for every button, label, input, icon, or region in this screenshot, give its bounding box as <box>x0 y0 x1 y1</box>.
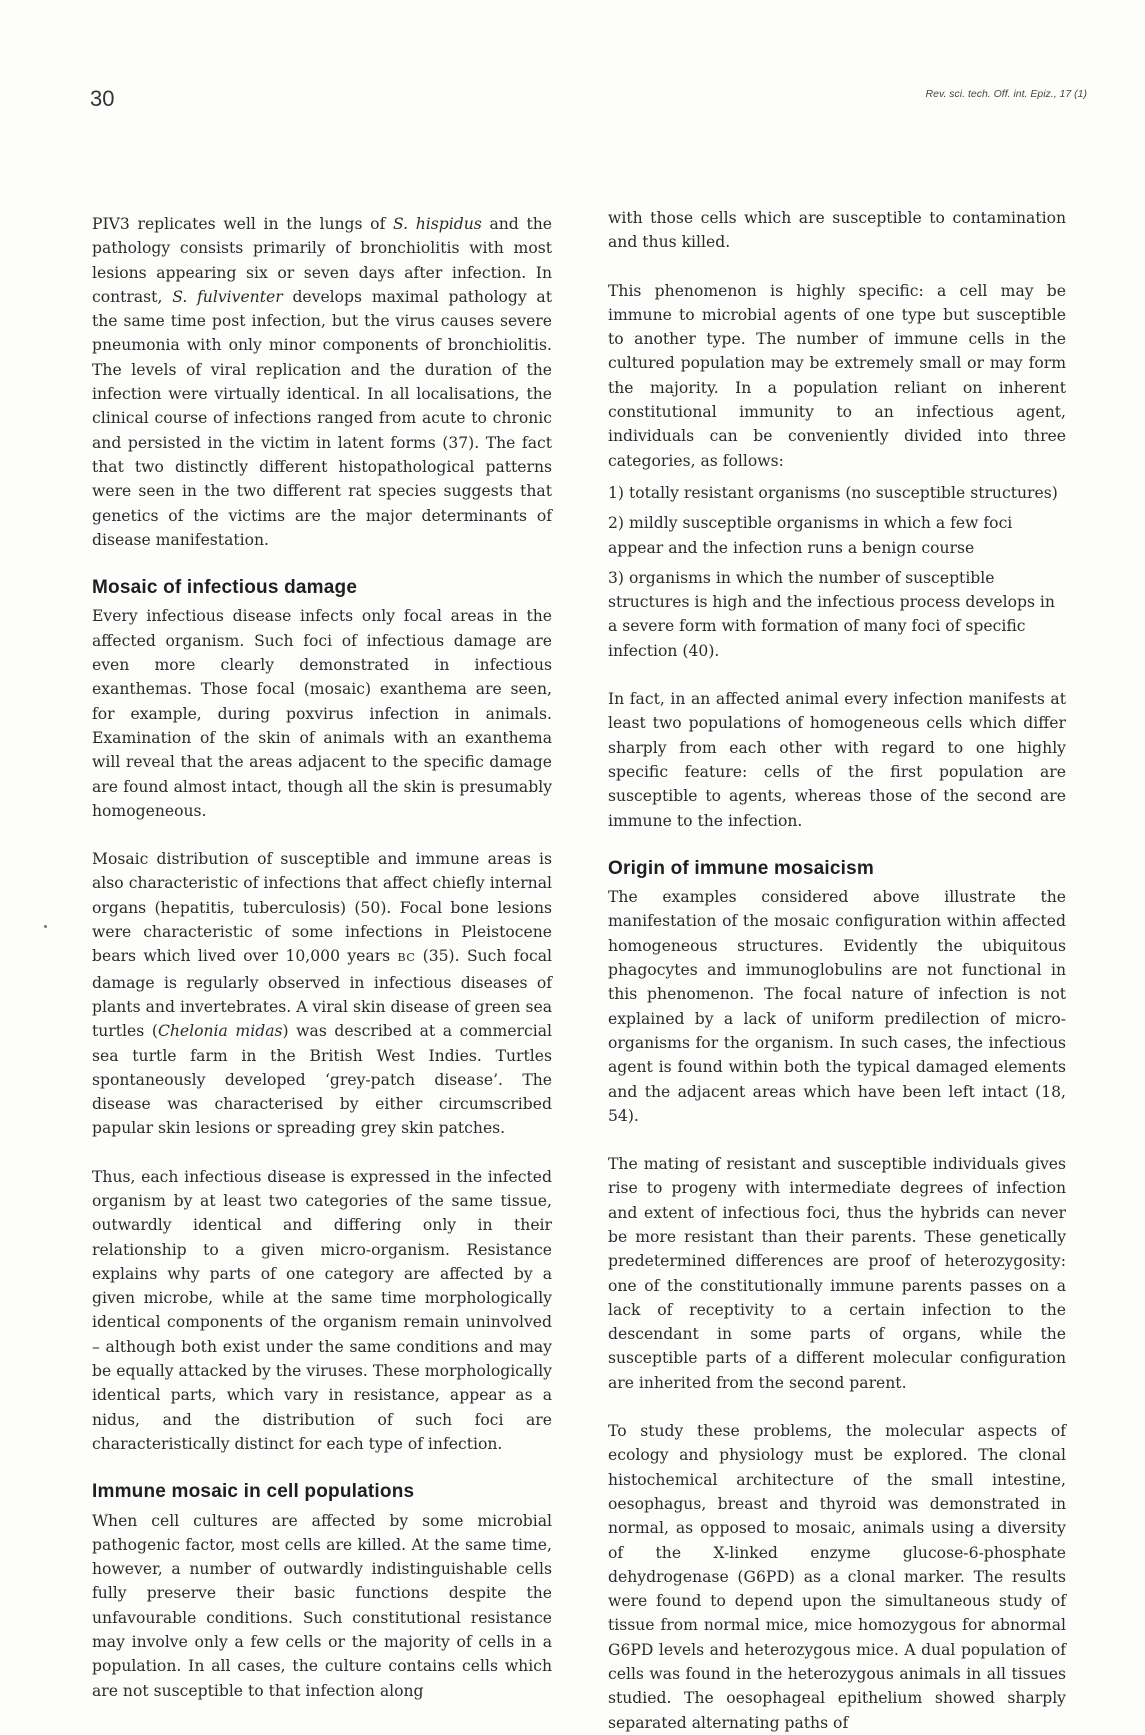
list-item: 2) mildly susceptible organisms in which a few foci appear and the infection runs a benign course <box>608 514 1013 557</box>
species-name: Chelonia midas <box>157 1022 283 1041</box>
era-abbrev: BC <box>397 951 416 965</box>
right-column <box>608 206 1066 1735</box>
text-span: PIV3 replicates well in the lungs of <box>92 215 394 233</box>
paragraph: Thus, each infectious disease is expressed in the infected organism by at least two categories of the same tissue, outwardly identical and differing only in their relationship to a given micro-organism. Resistance explains why parts of one category are affected by a given microbe, while at the same time morphologically identical components of the organism remain uninvolved – although both exist under the same conditions and may be equally attacked by the viruses. These morphologically identical parts, which vary in resistance, appear as a nidus, and the distribution of such foci are characteristically distinct for each type of infection. <box>92 1167 552 1453</box>
text-span: ) was described at a commercial sea turtle farm in the British West Indies. Turtles spontaneously developed ‘grey-patch disease’. The disease was characterised by either circumscribed papular skin lesions or spreading grey skin patches. <box>92 1022 553 1138</box>
section-heading-immune-mosaic: Immune mosaic in cell populations <box>92 1481 415 1503</box>
page-number: 30 <box>90 86 115 111</box>
paragraph: with those cells which are susceptible to contamination and thus killed. <box>608 209 1066 252</box>
section-heading-mosaic: Mosaic of infectious damage <box>92 577 358 599</box>
paragraph: To study these problems, the molecular aspects of ecology and physiology must be explored. The clonal histochemical architecture of the small intestine, oesophagus, breast and thyroid was demonstrated in normal, as opposed to mosaic, animals using a diversity of the X-linked enzyme glucose-6-phosphate dehydrogenase (G6PD) as a clonal marker. The results were found to depend upon the simultaneous study of tissue from normal mice, mice homozygous for abnormal G6PD levels and heterozygous mice. A dual population of cells was found in the heterozygous animals in all tissues studied. The oesophageal epithelium showed sharply separated alternating paths of <box>608 1422 1066 1732</box>
paragraph: The examples considered above illustrate the manifestation of the mosaic configuration within affected homogeneous structures. Evidently the ubiquitous phagocytes and immunoglobulins are not functional in this phenomenon. The focal nature of infection is not explained by a lack of uniform predilection of micro-organisms for the organism. In such cases, the infectious agent is found within both the typical damaged elements and the adjacent areas which have been left intact (18, 54). <box>608 888 1066 1125</box>
species-name: S. hispidus <box>393 215 482 233</box>
text-span: (35). Such focal damage is regularly observed in infectious diseases of plants and invertebrates. A viral skin disease of green sea turtles ( <box>92 947 552 1041</box>
paragraph: Every infectious disease infects only focal areas in the affected organism. Such foci of infectious damage are even more clearly demonstrated in infectious exanthemas. Those focal (mosaic) exanthema are seen, for example, during poxvirus infection in animals. Examination of the skin of animals with an exanthema will reveal that the areas adjacent to the specific damage are found almost intact, though all the skin is presumably homogeneous. <box>92 607 552 820</box>
running-head: Rev. sci. tech. Off. int. Epiz., 17 (1) <box>925 88 1087 100</box>
paragraph <box>92 212 552 552</box>
scan-speck <box>44 925 47 928</box>
list-item: 1) totally resistant organisms (no susceptible structures) <box>608 483 1058 502</box>
section-heading-origin: Origin of immune mosaicism <box>608 857 874 879</box>
paragraph: This phenomenon is highly specific: a cell may be immune to microbial agents of one type but susceptible to another type. The number of immune cells in the cultured population may be extremely small or may form the majority. In a population reliant on inherent constitutional immunity to an infectious agent, individuals can be conveniently divided into three categories, as follows: <box>608 281 1066 470</box>
left-column <box>92 212 552 1703</box>
list-item: 3) organisms in which the number of susceptible structures is high and the infectious process develops in a severe form with formation of many foci of specific infection (40). <box>608 568 1055 660</box>
paragraph: When cell cultures are affected by some microbial pathogenic factor, most cells are killed. At the same time, however, a number of outwardly indistinguishable cells fully preserve their basic functions despite the unfavourable conditions. Such constitutional resistance may involve only a few cells or the majority of cells in a population. In all cases, the culture contains cells which are not susceptible to that infection along <box>92 1511 552 1700</box>
text-span: Mosaic distribution of susceptible and immune areas is also characteristic of infections that affect chiefly internal organs (hepatitis, tuberculosis) (50). Focal bone lesions were characteristic of some infections in Pleistocene bears which lived over 10,000 years <box>92 850 552 966</box>
paragraph <box>92 847 552 1141</box>
species-name: S. fulviventer <box>172 287 283 306</box>
paragraph: The mating of resistant and susceptible individuals gives rise to progeny with intermediate degrees of infection and extent of infectious foci, thus the hybrids can never be more resistant than their parents. These genetically predetermined differences are proof of heterozygosity: one of the constitutionally immune parents passes on a lack of receptivity to a certain infection to the descendant in some parts of organs, while the susceptible parts of a different molecular configuration are inherited from the second parent. <box>608 1155 1066 1392</box>
text-span: develops maximal pathology at the same time post infection, but the virus causes severe pneumonia with only minor components of bronchiolitis. The levels of viral replication and the duration of the infection were virtually identical. In all localisations, the clinical course of infections ranged from acute to chronic and persisted in the victim in latent forms (37). The fact that two distinctly different histopathological patterns were seen in the two different rat species suggests that genetics of the victims are the major determinants of disease manifestation. <box>92 287 552 549</box>
paragraph: In fact, in an affected animal every infection manifests at least two populations of homogeneous cells which differ sharply from each other with regard to one highly specific feature: cells of the first population are susceptible to agents, whereas those of the second are immune to the infection. <box>608 690 1066 830</box>
text-span: and the pathology consists primarily of bronchiolitis with most lesions appearing six or seven days after infection. In contrast, <box>92 215 552 306</box>
